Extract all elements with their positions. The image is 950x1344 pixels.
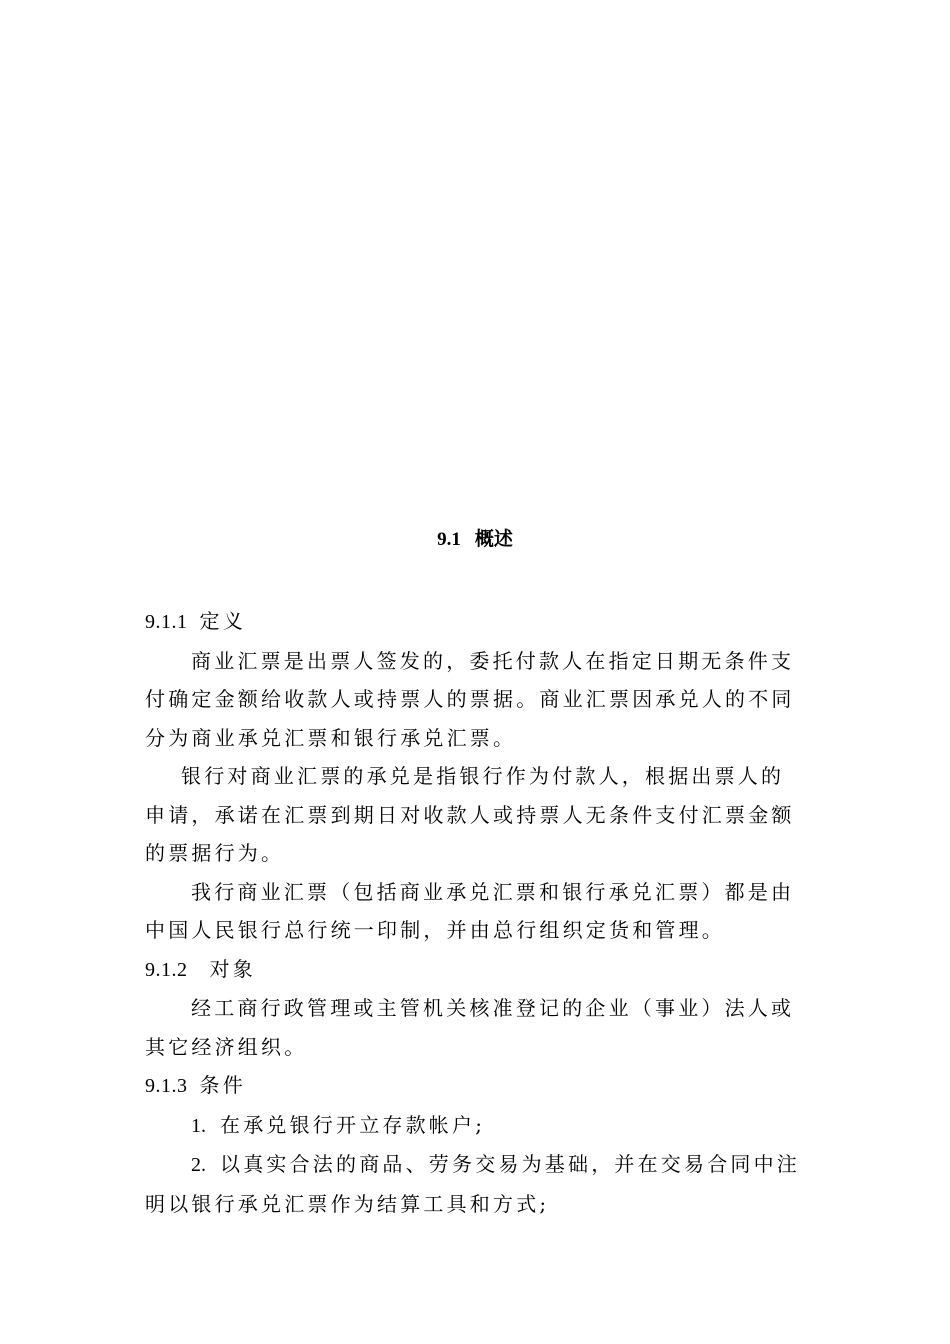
list-item-text: 在承兑银行开立存款帐户; <box>220 1112 486 1137</box>
subsection-title: 条件 <box>199 1073 246 1097</box>
subsection-number: 9.1.2 <box>145 958 188 981</box>
paragraph: 我行商业汇票（包括商业承兑汇票和银行承兑汇票）都是由中国人民银行总行统一印制，并由总行组织定货和管理。 <box>145 879 795 942</box>
subsection-number: 9.1.3 <box>145 1075 188 1097</box>
subsection-heading-definition <box>145 602 805 642</box>
subsection-heading-conditions <box>145 1066 805 1106</box>
list-item <box>145 1145 805 1223</box>
section-number: 9.1 <box>437 529 461 550</box>
section-title-text: 概述 <box>474 529 513 550</box>
list-item-text: 以真实合法的商品、劳务交易为基础，并在交易合同中注明以银行承兑汇票作为结算工具和方式; <box>145 1152 800 1216</box>
subsection-heading-object <box>145 950 805 990</box>
paragraph: 银行对商业汇票的承兑是指银行作为付款人，根据出票人的申请，承诺在汇票到期日对收款人或持票人无条件支付汇票金额的票据行为。 <box>145 764 795 865</box>
section-title <box>0 524 950 551</box>
paragraph: 商业汇票是出票人签发的，委托付款人在指定日期无条件支付确定金额给收款人或持票人的票据。商业汇票因承兑人的不同分为商业承兑汇票和银行承兑汇票。 <box>145 648 795 750</box>
subsection-number: 9.1.1 <box>145 611 188 633</box>
subsection-title: 定义 <box>199 609 246 633</box>
list-item-number: 2. <box>191 1154 206 1176</box>
list-item <box>145 1106 805 1146</box>
document-body <box>145 602 805 1223</box>
subsection-title: 对象 <box>209 956 256 981</box>
list-item-number: 1. <box>191 1114 206 1137</box>
paragraph: 经工商行政管理或主管机关核准登记的企业（事业）法人或其它经济组织。 <box>145 996 795 1059</box>
